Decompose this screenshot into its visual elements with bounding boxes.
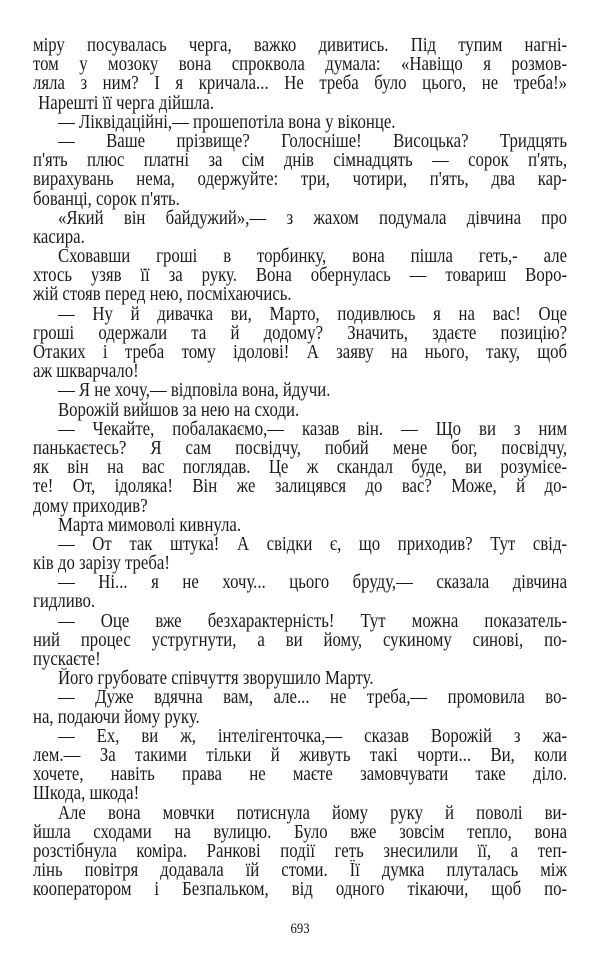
text-line: — Ваше прізвище? Голосніше! Висоцька? Тридцять bbox=[57, 130, 568, 152]
page-body bbox=[33, 36, 567, 899]
text-line: жій стояв перед нею, посміхаючись. bbox=[33, 284, 292, 306]
text-line: Нарешті її черга дійшла. bbox=[38, 92, 215, 114]
text-line: — Ну й дивачка ви, Марто, подивлюсь я на вас! Оце bbox=[57, 303, 568, 325]
text-line: — От так штука! А свідки є, що приходив? Тут свід- bbox=[57, 533, 568, 555]
text-line: ків до зарізу треба! bbox=[33, 553, 170, 575]
text-line: вирахувань нема, одержуйте: три, чотири, п'ять, два кар- bbox=[33, 169, 568, 191]
page-number: 693 bbox=[290, 921, 310, 937]
text-line: Але вона мовчки потиснула йому руку й поволі ви- bbox=[57, 802, 568, 824]
text-line: розстібнула коміра. Ранкові події геть знесилили її, а теп- bbox=[33, 840, 568, 862]
text-line: ляла з ним? І я кричала... Не треба було цього, не треба!» bbox=[33, 73, 568, 95]
text-line: гидливо. bbox=[33, 591, 96, 613]
text-line: панькаєтесь? Я сам посвідчу, побий мене бог, посвідчу, bbox=[33, 437, 568, 459]
text-line: Сховавши гроші в торбинку, вона пішла геть,- але bbox=[57, 246, 568, 268]
text-line: як він на вас поглядав. Це ж скандал буде, ви розумієе- bbox=[33, 457, 568, 479]
text-line: гроші одержали та й додому? Значить, здаєте позицію? bbox=[33, 322, 568, 344]
text-line: — Я не хочу,— відповіла вона, йдучи. bbox=[57, 380, 331, 402]
text-line: — Чекайте, побалакаємо,— казав він. — Що ви з ним bbox=[57, 418, 568, 440]
text-line: хтось узяв її за руку. Вона обернулась — товариш Воро- bbox=[33, 265, 568, 287]
text-line: те! От, ідоляка! Він же залицявся до вас? Може, й до- bbox=[33, 476, 568, 498]
text-line: — Ні... я не хочу... цього бруду,— сказала дівчина bbox=[57, 572, 568, 594]
text-line: Марта мимоволі кивнула. bbox=[57, 514, 242, 536]
text-line: Отаких і треба тому ідолові! А заяву на нього, таку, щоб bbox=[33, 342, 568, 363]
text-line: — Оце вже безхарактерність! Тут можна показатель- bbox=[57, 610, 568, 632]
text-line: на, подаючи йому руку. bbox=[33, 706, 200, 728]
text-line: лем.— За такими тільки й живуть такі чорти... Ви, коли bbox=[33, 744, 568, 766]
text-line: ний процес устругнути, а ви йому, сукиному синові, по- bbox=[33, 629, 568, 651]
text-line: лінь повітря додавала їй стоми. Її думка плуталась між bbox=[33, 860, 568, 882]
text-line: Його грубовате співчуття зворушило Марту. bbox=[57, 668, 374, 690]
text-line: міру посувалась черга, важко дивитись. Під тупим нагні- bbox=[33, 35, 568, 56]
text-line: аж шкварчало! bbox=[33, 361, 139, 383]
text-line: Шкода, шкода! bbox=[33, 783, 140, 805]
text-line: кооператором і Безпальком, від одного тікаючи, щоб по- bbox=[33, 879, 568, 901]
text-line: пускаєте! bbox=[33, 649, 101, 670]
text-line: — Ех, ви ж, інтелігенточка,— сказав Ворожій з жа- bbox=[57, 725, 568, 747]
text-line: п'ять плюс платні за сім днів сімнадцять — сорок п'ять, bbox=[33, 150, 568, 172]
text-line: касира. bbox=[33, 226, 85, 248]
text-line: дому приходив? bbox=[33, 495, 148, 517]
text-line: том у мозоку вона спроквола думала: «Навіщо я розмов- bbox=[33, 54, 568, 76]
text-line: — Дуже вдячна вам, але... не треба,— промовила во- bbox=[57, 687, 568, 709]
text-line: бованці, сорок п'ять. bbox=[33, 188, 180, 210]
text-line: йшла сходами на вулицю. Було вже зовсім тепло, вона bbox=[33, 821, 568, 843]
text-line: хочете, навіть права не маєте замовчувати таке діло. bbox=[33, 764, 568, 786]
text-line: Ворожій вийшов за нею на сходи. bbox=[57, 399, 300, 421]
text-line: — Ліквідаційні,— прошепотіла вона у віконце. bbox=[57, 111, 396, 133]
text-line: «Який він байдужий»,— з жахом подумала дівчина про bbox=[57, 207, 568, 229]
